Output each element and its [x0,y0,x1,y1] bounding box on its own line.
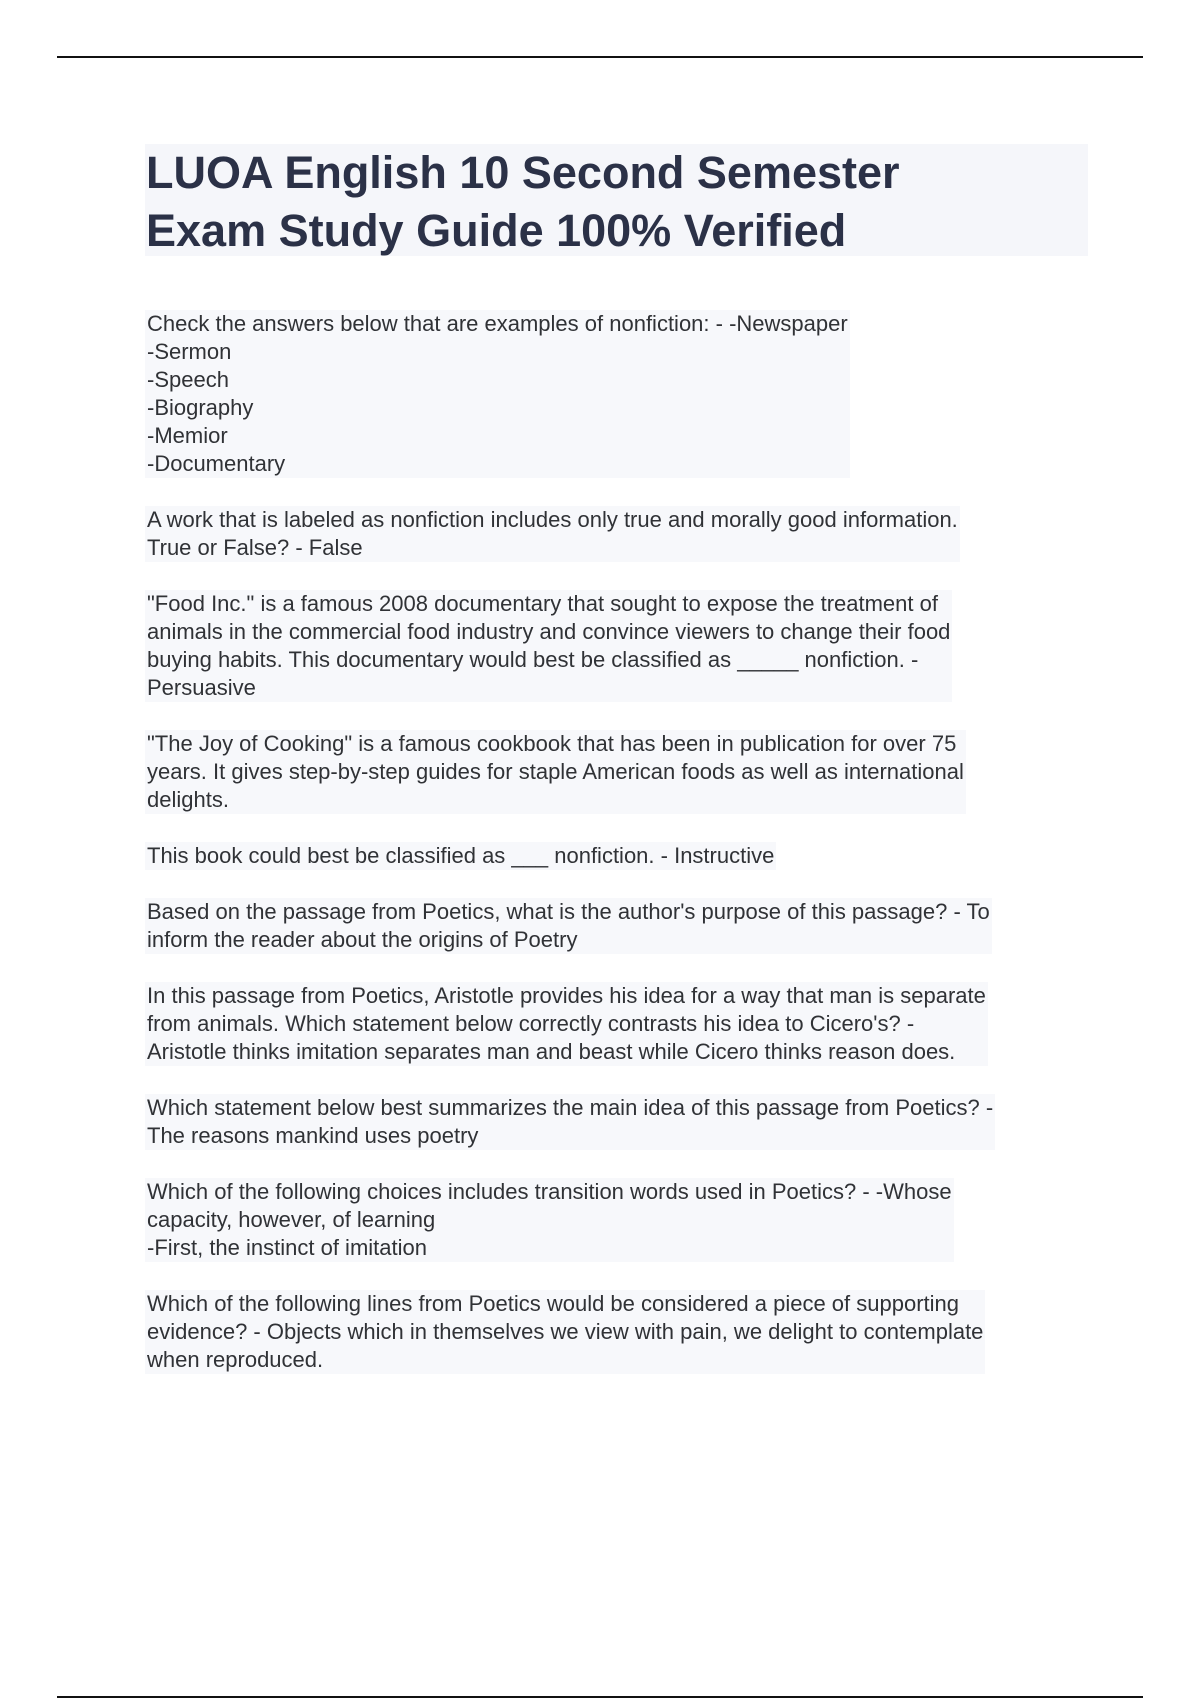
qa-item [145,898,992,954]
qa-item [145,590,952,702]
qa-item [145,1094,995,1150]
page-title [146,144,1086,260]
qa-line: from animals. Which statement below correctly contrasts his idea to Cicero's? - [147,1011,915,1036]
study-guide-content [145,310,1090,1402]
qa-line: Which of the following choices includes transition words used in Poetics? - -Whose [147,1179,952,1204]
qa-line: evidence? - Objects which in themselves we view with pain, we delight to contemplate [147,1319,984,1344]
qa-line: In this passage from Poetics, Aristotle provides his idea for a way that man is separate [147,983,986,1008]
qa-item [145,506,960,562]
qa-item [145,982,988,1066]
top-rule [57,56,1143,58]
qa-line: inform the reader about the origins of Poetry [147,927,578,952]
qa-line: Which statement below best summarizes the main idea of this passage from Poetics? - [147,1095,994,1120]
qa-line: "The Joy of Cooking" is a famous cookbook that has been in publication for over 75 [147,731,957,756]
qa-line: Based on the passage from Poetics, what is the author's purpose of this passage? - To [147,899,990,924]
qa-line: Aristotle thinks imitation separates man and beast while Cicero thinks reason does. [147,1039,956,1064]
qa-line: animals in the commercial food industry and convince viewers to change their food [147,619,951,644]
qa-line: -Documentary [147,451,286,476]
qa-line: Which of the following lines from Poetics would be considered a piece of supporting [147,1291,960,1316]
qa-line: This book could best be classified as ___ nonfiction. - Instructive [147,843,775,868]
qa-line: Check the answers below that are examples of nonfiction: - -Newspaper [147,311,848,336]
qa-line: "Food Inc." is a famous 2008 documentary that sought to expose the treatment of [147,591,938,616]
qa-item [145,310,850,478]
qa-line: -Speech [147,367,229,392]
qa-item [145,1178,954,1262]
qa-line: -Memior [147,423,228,448]
qa-line: True or False? - False [147,535,363,560]
qa-line: The reasons mankind uses poetry [147,1123,479,1148]
qa-line: buying habits. This documentary would best be classified as _____ nonfiction. - [147,647,919,672]
qa-line: Persuasive [147,675,256,700]
qa-line: when reproduced. [147,1347,324,1372]
qa-line: A work that is labeled as nonfiction includes only true and morally good information. [147,507,958,532]
qa-item [145,730,966,814]
qa-line: -Sermon [147,339,232,364]
qa-item [145,1290,985,1374]
title-line: LUOA English 10 Second Semester [146,147,900,198]
title-line: Exam Study Guide 100% Verified [146,205,847,256]
qa-line: -First, the instinct of imitation [147,1235,427,1260]
bottom-rule [57,1696,1143,1698]
qa-line: capacity, however, of learning [147,1207,436,1232]
qa-line: delights. [147,787,229,812]
qa-line: years. It gives step-by-step guides for staple American foods as well as international [147,759,964,784]
qa-line: -Biography [147,395,254,420]
qa-item [145,842,776,870]
